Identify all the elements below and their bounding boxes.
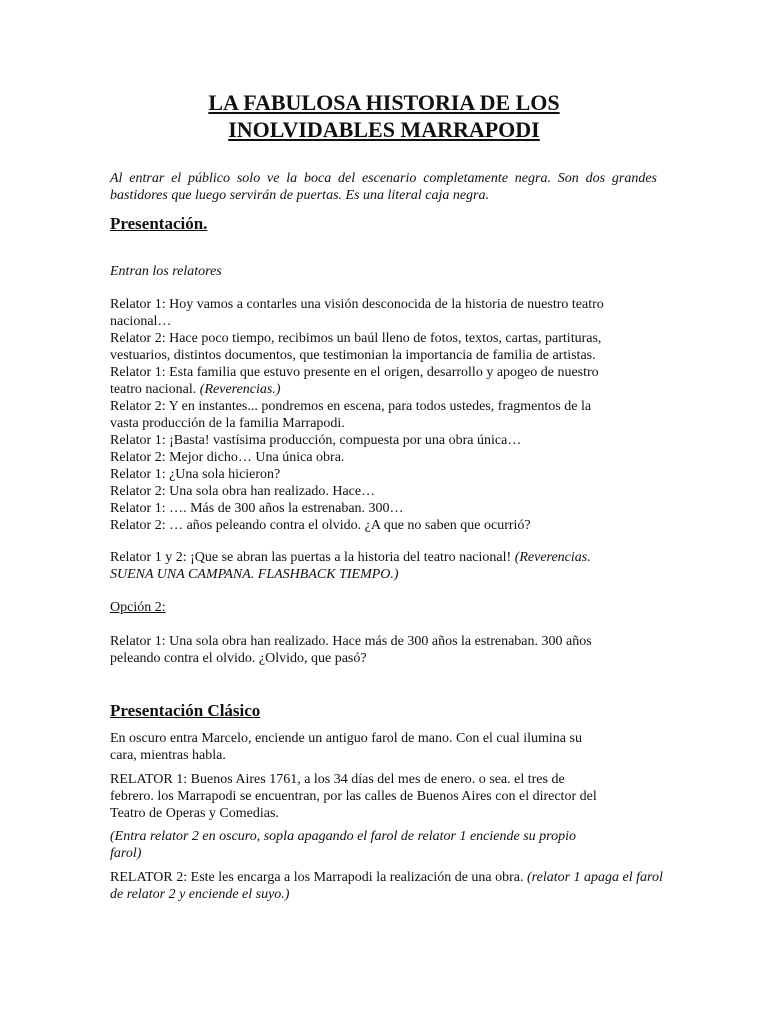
dialogue-line: Relator 2: Hace poco tiempo, recibimos un baúl lleno de fotos, textos, cartas, partituras,: [110, 331, 602, 346]
dialogue-line: Teatro de Operas y Comedias.: [110, 806, 279, 821]
paragraph-line: cara, mientras habla.: [110, 748, 226, 763]
dialogue-line: peleando contra el olvido. ¿Olvido, que pasó?: [110, 651, 367, 666]
dialogue-line: Relator 1: Una sola obra han realizado. Hace más de 300 años la estrenaban. 300 años: [110, 634, 592, 649]
dialogue-line: Relator 2: … años peleando contra el olvido. ¿A que no saben que ocurrió?: [110, 518, 531, 533]
title-line-2: INOLVIDABLES MARRAPODI: [228, 117, 540, 142]
stage-direction: SUENA UNA CAMPANA. FLASHBACK TIEMPO.): [110, 567, 399, 582]
stage-direction: de relator 2 y enciende el suyo.): [110, 887, 290, 902]
option-label-text: Opción 2:: [110, 600, 166, 615]
section-heading-presentacion: Presentación.: [110, 214, 208, 233]
option-label: [110, 599, 658, 616]
paragraph-line: En oscuro entra Marcelo, enciende un antiguo farol de mano. Con el cual ilumina su: [110, 731, 582, 746]
dialogue-line: Relator 1: …. Más de 300 años la estrenaban. 300…: [110, 501, 404, 516]
intro-paragraph: Al entrar el público solo ve la boca del escenario completamente negra. Son dos grandes bastidores que luego servirán de puertas. Es una literal caja negra.: [110, 171, 657, 203]
title-line-1: LA FABULOSA HISTORIA DE LOS: [208, 90, 560, 115]
dialogue-line: Relator 2: Y en instantes... pondremos en escena, para todos ustedes, fragmentos de la: [110, 399, 592, 414]
dialogue-line: Relator 1: Hoy vamos a contarles una visión desconocida de la historia de nuestro teatro: [110, 297, 604, 312]
dialogue-line: vestuarios, distintos documentos, que testimonian la importancia de familia de artistas.: [110, 348, 596, 363]
dialogue-line: Relator 1: Esta familia que estuvo presente en el origen, desarrollo y apogeo de nuestro: [110, 365, 599, 380]
stage-direction-inline: (Reverencias.: [514, 550, 591, 565]
dialogue-line: vasta producción de la familia Marrapodi.: [110, 416, 345, 431]
dialogue-line: Relator 2: Una sola obra han realizado. Hace…: [110, 484, 376, 499]
dialogue-line: [110, 381, 658, 398]
dialogue-line: RELATOR 1: Buenos Aires 1761, a los 34 días del mes de enero. o sea. el tres de: [110, 772, 565, 787]
dialogue-text: teatro nacional.: [110, 382, 197, 397]
stage-direction-reverencias: (Reverencias.): [199, 382, 281, 397]
section-heading-presentacion-clasico: Presentación Clásico: [110, 701, 261, 720]
dialogue-line: [110, 869, 738, 886]
dialogue-line: Relator 2: Mejor dicho… Una única obra.: [110, 450, 345, 465]
dialogue-line: febrero. los Marrapodi se encuentran, por las calles de Buenos Aires con el director del: [110, 789, 597, 804]
dialogue-line: nacional…: [110, 314, 172, 329]
dialogue-text: RELATOR 2: Este les encarga a los Marrapodi la realización de una obra.: [110, 870, 524, 885]
dialogue-line: Relator 1: ¡Basta! vastísima producción, compuesta por una obra única…: [110, 433, 522, 448]
stage-direction: (Entra relator 2 en oscuro, sopla apagando el farol de relator 1 enciende su propio: [110, 829, 576, 844]
dialogue-line-both: [110, 549, 658, 566]
document-title: [110, 89, 658, 143]
dialogue-line: Relator 1: ¿Una sola hicieron?: [110, 467, 281, 482]
stage-direction: farol): [110, 846, 142, 861]
dialogue-text: Relator 1 y 2: ¡Que se abran las puertas a la historia del teatro nacional!: [110, 550, 512, 565]
stage-direction-inline: (relator 1 apaga el farol: [527, 870, 663, 885]
stage-direction: Entran los relatores: [110, 264, 222, 279]
